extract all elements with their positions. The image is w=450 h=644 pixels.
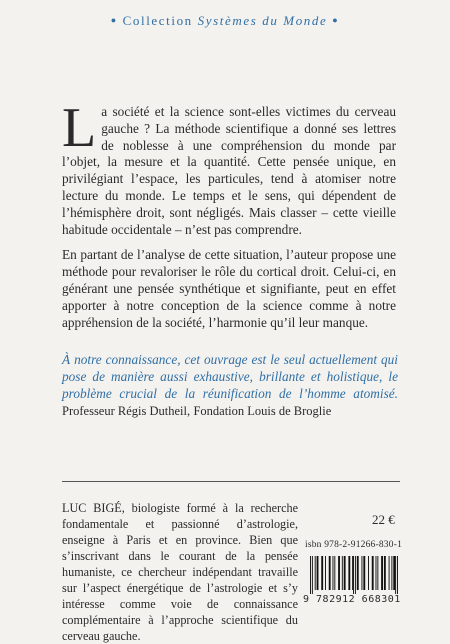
barcode-bar xyxy=(321,556,323,590)
endorsement-quote xyxy=(62,351,398,420)
barcode-bar xyxy=(344,556,346,590)
barcode-bar xyxy=(372,556,374,590)
barcode-bar xyxy=(377,556,378,590)
barcode xyxy=(309,556,399,594)
barcode-bar xyxy=(357,556,359,590)
barcode-guard-bar xyxy=(353,556,354,594)
barcode-bar xyxy=(348,556,350,590)
price: 22 € xyxy=(372,512,395,527)
drop-cap: L xyxy=(62,97,97,159)
barcode-bar xyxy=(334,556,335,590)
blurb-paragraph-2: En partant de l’analyse de cette situation, l’auteur propose une méthode pour revaloriser le rôle du cortical droit. Celui-ci, en générant une pensée synthétique et signifiante, peut en effet apporter à notre conception de la science comme à notre appréhension de la société, l’harmonie qu’il leur manque. xyxy=(62,247,396,330)
barcode-bar xyxy=(363,556,365,590)
isbn: isbn 978-2-91266-830-1 xyxy=(305,540,403,550)
barcode-bar xyxy=(329,556,331,590)
quote-author: Professeur Régis Dutheil, xyxy=(62,404,191,418)
series-header xyxy=(0,13,450,29)
author-bio: LUC BIGÉ, biologiste formé à la recherche fondamentale et passionné d’astrologie, enseigne à Paris et en province. Bien que s’inscrivant dans le courant de la pensée humaniste, ce chercheur indépendant travaille sur l’aspect énergétique de l’astrologie et s’y intéresse comme voie de connaissance complémentaire à l’approche scientifique du cerveau gauche. xyxy=(62,501,298,643)
quote-affiliation: Fondation Louis de Broglie xyxy=(193,404,332,418)
barcode-digits: 9 782912 668301 xyxy=(303,594,401,605)
barcode-guard-bar xyxy=(397,556,398,594)
series-prefix: Collection xyxy=(122,13,193,28)
bullet-icon: ● xyxy=(110,15,118,25)
barcode-bar xyxy=(325,556,326,590)
barcode-bar xyxy=(342,556,343,590)
barcode-bar xyxy=(352,556,353,590)
barcode-bar xyxy=(376,556,377,590)
barcode-bar xyxy=(368,556,369,590)
barcode-bar xyxy=(393,556,395,590)
barcode-guard-bar xyxy=(312,556,313,594)
barcode-bar xyxy=(361,556,362,590)
barcode-guard-bar xyxy=(310,556,311,594)
barcode-bar xyxy=(381,556,383,590)
barcode-bar xyxy=(389,556,390,590)
quote-text: À notre connaissance, cet ouvrage est le seul actuellement qui pose de manière aussi exhaustive, brillante et holistique, le problème crucial de la réunification de l’homme atomisé. xyxy=(62,352,398,401)
barcode-bar xyxy=(338,556,340,590)
barcode-bar xyxy=(384,556,386,590)
barcode-bar xyxy=(315,556,316,590)
blurb-paragraph-1 xyxy=(62,97,396,238)
barcode-bar xyxy=(332,556,333,590)
barcode-bar xyxy=(391,556,392,590)
series-name: Systèmes du Monde xyxy=(197,13,328,28)
barcode-guard-bar xyxy=(355,556,356,594)
divider xyxy=(62,481,400,482)
blurb xyxy=(62,97,396,331)
barcode-guard-bar xyxy=(395,556,396,594)
blurb-paragraph-1-text: a société et la science sont-elles victimes du cerveau gauche ? La méthode scientifique a donné ses lettres de noblesse à une compréhension du monde par l’objet, la mesure et la quantité. Cette pensée unique, en privilégiant l’espace, les particules, tend à atomiser notre lecture du monde. Le temps et le sens, qui dépendent de l’hémisphère droit, sont négligés. Mais classer – cette vieille habitude occidentale – n’est pas comprendre. xyxy=(62,104,396,237)
barcode-bar xyxy=(317,556,319,590)
bullet-icon: ● xyxy=(332,15,340,25)
